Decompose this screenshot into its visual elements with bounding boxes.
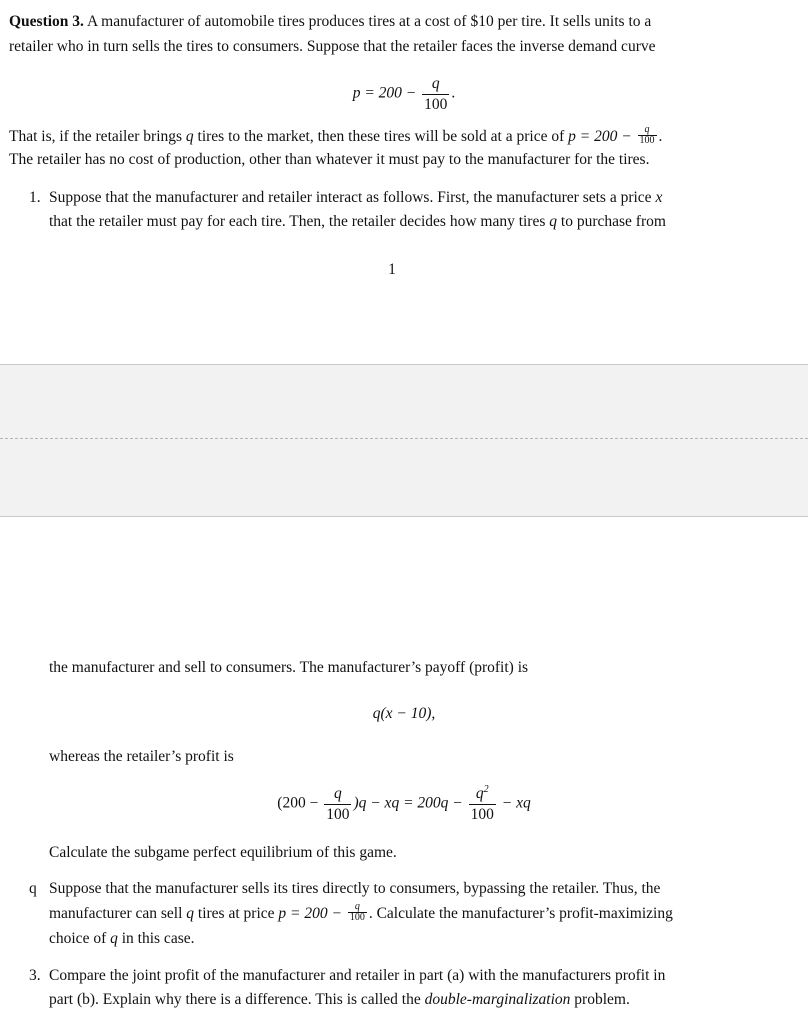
part1-line2: that the retailer must pay for each tire. Then, the retailer decides how many tires q to purchase from xyxy=(49,213,666,230)
manufacturer-profit-equation: q(x − 10), xyxy=(372,705,436,722)
part1-line4: whereas the retailer’s profit is xyxy=(49,748,234,765)
part2-line2: manufacturer can sell q tires at price p = 200 − $\frac{q}{100}$ . Calculate the manufacturer’s profit-maximizing xyxy=(49,901,673,923)
part2-number: q xyxy=(29,880,37,897)
part1-line5: Calculate the subgame perfect equilibrium of this game. xyxy=(49,844,397,861)
explanation-line1: That is, if the retailer brings q tires to the market, then these tires will be sold at a price of p = 200 − $\frac{q}{100}$ . xyxy=(9,124,663,146)
retailer-profit-equation: (200 − $\frac{q}{100}$ )q − xq = 200q − $\frac{q^2}{100}$ − xq xyxy=(277,783,531,823)
question-label: Question 3. xyxy=(9,13,84,30)
question-intro-line2: retailer who in turn sells the tires to consumers. Suppose that the retailer faces the inverse demand curve xyxy=(9,38,656,55)
page-break-gap xyxy=(0,364,808,517)
question-intro-line1: Question 3. A manufacturer of automobile tires produces tires at a cost of $10 per tire. It sells units to a xyxy=(9,13,652,30)
part1-line3: the manufacturer and sell to consumers. The manufacturer’s payoff (profit) is xyxy=(49,659,529,676)
explanation-line2: The retailer has no cost of production, other than whatever it must pay to the manufacturer for the tires. xyxy=(9,151,650,168)
part1-number: 1. xyxy=(29,189,41,206)
part3-line1: Compare the joint profit of the manufacturer and retailer in part (a) with the manufacturers profit in xyxy=(49,967,666,984)
part3-line2: part (b). Explain why there is a difference. This is called the double-marginalization problem. xyxy=(49,991,630,1008)
page-break-divider xyxy=(0,438,808,439)
page-number: 1 xyxy=(388,261,396,278)
part2-line1: Suppose that the manufacturer sells its tires directly to consumers, bypassing the retailer. Thus, the xyxy=(49,880,661,897)
part2-line3: choice of q in this case. xyxy=(49,930,195,947)
demand-fraction: $\frac{q}{100}$ xyxy=(424,75,448,113)
demand-equation: p = 200 − $\frac{q}{100}$ . xyxy=(352,75,456,113)
part3-number: 3. xyxy=(29,967,41,984)
part1-line1: Suppose that the manufacturer and retailer interact as follows. First, the manufacturer sets a price x xyxy=(49,189,663,206)
